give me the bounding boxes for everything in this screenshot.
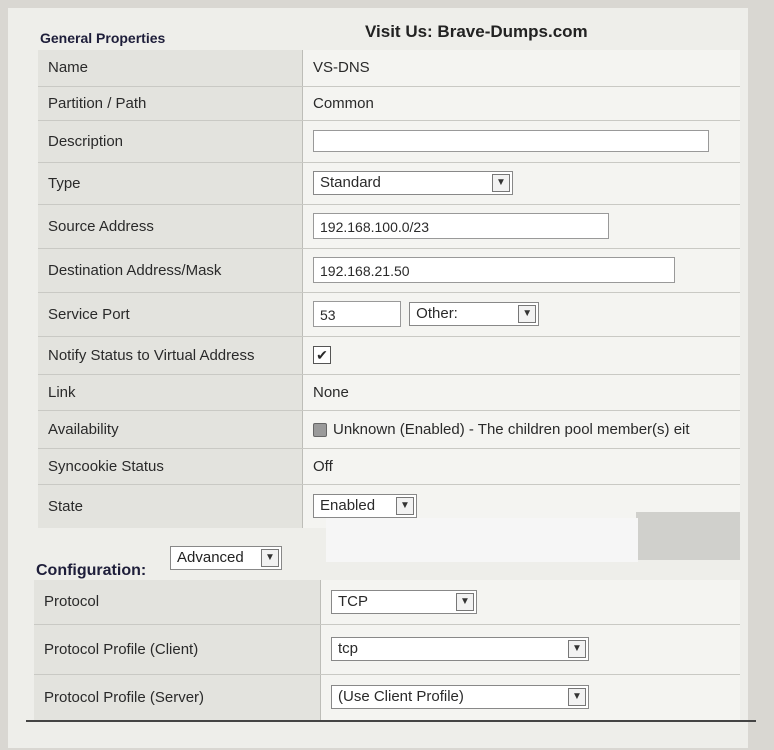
description-input[interactable]	[313, 130, 709, 152]
status-square-icon	[313, 423, 327, 437]
syncookie-value: Off	[303, 448, 741, 484]
state-select[interactable]	[313, 494, 417, 518]
check-icon: ✔	[316, 347, 328, 364]
protocol-select-value: TCP	[338, 592, 368, 610]
client-profile-label: Protocol Profile (Client)	[34, 624, 321, 674]
row-description	[38, 120, 740, 162]
state-label: State	[38, 484, 303, 528]
client-profile-select[interactable]	[331, 637, 589, 661]
section-title-general: General Properties	[40, 30, 166, 46]
syncookie-label: Syncookie Status	[38, 448, 303, 484]
row-type	[38, 162, 740, 204]
chevron-down-icon: ▼	[396, 497, 414, 515]
chevron-down-icon: ▼	[568, 688, 586, 706]
row-server-profile	[34, 674, 740, 720]
row-protocol	[34, 580, 740, 624]
type-select-value: Standard	[320, 174, 381, 191]
service-port-label: Service Port	[38, 292, 303, 336]
name-label: Name	[38, 50, 303, 86]
server-profile-select[interactable]	[331, 685, 589, 709]
configuration-title: Configuration:	[36, 562, 147, 579]
bottom-divider	[26, 720, 756, 722]
client-profile-value: tcp	[338, 640, 359, 657]
partition-label: Partition / Path	[38, 86, 303, 120]
chevron-down-icon: ▼	[568, 640, 586, 658]
protocol-label: Protocol	[34, 580, 321, 624]
row-availability	[38, 410, 740, 448]
chevron-down-icon: ▼	[518, 305, 536, 323]
row-notify	[38, 336, 740, 374]
row-client-profile	[34, 624, 740, 674]
availability-label: Availability	[38, 410, 303, 448]
destination-label: Destination Address/Mask	[38, 248, 303, 292]
chevron-down-icon: ▼	[456, 593, 474, 611]
watermark-text: Visit Us: Brave-Dumps.com	[365, 22, 588, 41]
configuration-mode-select[interactable]	[170, 546, 282, 570]
notify-checkbox[interactable]	[313, 346, 331, 364]
partition-value: Common	[303, 86, 741, 120]
row-link	[38, 374, 740, 410]
service-port-select[interactable]	[409, 302, 539, 326]
server-profile-value: (Use Client Profile)	[338, 688, 464, 705]
state-select-value: Enabled	[320, 497, 376, 515]
source-address-input[interactable]: 192.168.100.0/23	[313, 213, 609, 239]
availability-value: Unknown (Enabled) - The children pool member(s) eit	[333, 420, 690, 438]
type-label: Type	[38, 162, 303, 204]
link-label: Link	[38, 374, 303, 410]
service-port-select-value: Other:	[416, 305, 458, 322]
type-select[interactable]	[313, 171, 513, 195]
row-name	[38, 50, 740, 86]
configuration-mode-value: Advanced	[177, 549, 244, 566]
description-label: Description	[38, 120, 303, 162]
row-syncookie	[38, 448, 740, 484]
general-properties-table	[38, 50, 740, 528]
source-label: Source Address	[38, 204, 303, 248]
configuration-table	[34, 580, 740, 721]
row-service-port	[38, 292, 740, 336]
row-partition	[38, 86, 740, 120]
configuration-bar	[26, 540, 740, 580]
destination-address-input[interactable]: 192.168.21.50	[313, 257, 675, 283]
row-source	[38, 204, 740, 248]
chevron-down-icon: ▼	[261, 549, 279, 567]
chevron-down-icon: ▼	[492, 174, 510, 192]
name-value: VS-DNS	[303, 50, 741, 86]
notify-label: Notify Status to Virtual Address	[38, 336, 303, 374]
link-value: None	[303, 374, 741, 410]
protocol-select[interactable]	[331, 590, 477, 614]
server-profile-label: Protocol Profile (Server)	[34, 674, 321, 720]
service-port-input[interactable]: 53	[313, 301, 401, 327]
row-destination	[38, 248, 740, 292]
